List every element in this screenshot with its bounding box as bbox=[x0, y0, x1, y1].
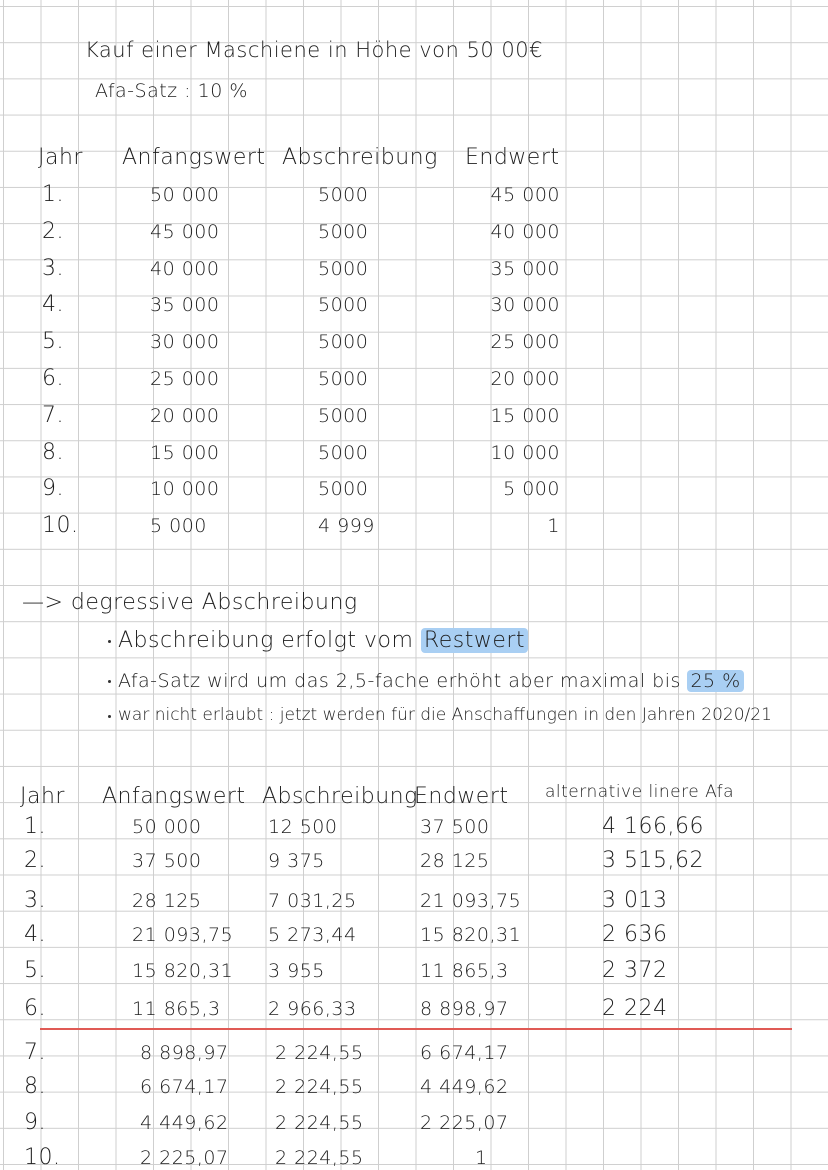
cell-anfangswert: 6 674,17 bbox=[140, 1076, 229, 1098]
cell-endwert: 5 000 bbox=[503, 478, 560, 501]
header-anfangswert: Anfangswert bbox=[122, 145, 266, 170]
cell-anfangswert: 5 000 bbox=[150, 515, 207, 538]
cell-anfangswert: 35 000 bbox=[150, 294, 220, 317]
cell-anfangswert: 25 000 bbox=[150, 368, 220, 390]
cell-jahr: 10. bbox=[42, 513, 79, 539]
cell-abschreibung: 5000 bbox=[318, 331, 369, 354]
cell-anfangswert: 21 093,75 bbox=[132, 924, 234, 946]
cell-alternative-afa: 3 013 bbox=[602, 888, 668, 913]
cell-endwert: 28 125 bbox=[420, 850, 490, 872]
cell-anfangswert: 15 000 bbox=[150, 441, 220, 464]
cell-jahr: 1. bbox=[24, 814, 46, 839]
header-jahr: Jahr bbox=[20, 784, 65, 809]
cell-abschreibung: 5000 bbox=[318, 294, 369, 317]
bullet-dot bbox=[108, 680, 111, 683]
cell-anfangswert: 2 225,07 bbox=[140, 1147, 229, 1169]
header-endwert: Endwert bbox=[414, 784, 509, 809]
cell-anfangswert: 4 449,62 bbox=[140, 1112, 229, 1134]
cell-anfangswert: 20 000 bbox=[150, 404, 220, 427]
cell-endwert: 11 865,3 bbox=[420, 960, 509, 982]
cell-abschreibung: 5000 bbox=[318, 220, 369, 243]
cell-abschreibung: 2 224,55 bbox=[275, 1112, 364, 1134]
cell-abschreibung: 12 500 bbox=[268, 816, 338, 838]
cell-jahr: 9. bbox=[24, 1110, 46, 1135]
cell-alternative-afa: 4 166,66 bbox=[602, 814, 704, 839]
cell-abschreibung: 5000 bbox=[318, 478, 369, 501]
cell-jahr: 7. bbox=[42, 402, 64, 428]
section-heading: —> degressive Abschreibung bbox=[22, 590, 358, 615]
cell-endwert: 2 225,07 bbox=[420, 1112, 509, 1134]
bullet-erlaubt: war nicht erlaubt : jetzt werden für die Anschaffungen in den Jahren 2020/21 bbox=[118, 705, 772, 725]
cell-anfangswert: 8 898,97 bbox=[140, 1042, 229, 1064]
cell-abschreibung: 2 966,33 bbox=[268, 998, 357, 1020]
cell-endwert: 37 500 bbox=[420, 816, 490, 838]
cell-jahr: 3. bbox=[42, 255, 64, 281]
cell-jahr: 4. bbox=[24, 922, 46, 947]
cell-endwert: 10 000 bbox=[490, 441, 560, 464]
bullet-text: Abschreibung erfolgt vom bbox=[118, 628, 414, 653]
cell-abschreibung: 5000 bbox=[318, 441, 369, 464]
cell-endwert: 21 093,75 bbox=[420, 890, 522, 912]
cell-alternative-afa: 2 224 bbox=[602, 996, 668, 1021]
header-abschreibung: Abschreibung bbox=[282, 145, 438, 170]
bullet-dot bbox=[108, 640, 111, 643]
cell-endwert: 4 449,62 bbox=[420, 1076, 509, 1098]
highlight-25-percent: 25 % bbox=[687, 670, 743, 692]
intro-title: Kauf einer Maschiene in Höhe von 50 00€ bbox=[85, 38, 543, 62]
header-abschreibung: Abschreibung bbox=[262, 784, 418, 809]
cell-anfangswert: 50 000 bbox=[132, 816, 202, 838]
cell-anfangswert: 30 000 bbox=[150, 331, 220, 354]
cell-jahr: 10. bbox=[24, 1145, 61, 1170]
bullet-restwert bbox=[118, 628, 528, 653]
cell-jahr: 8. bbox=[24, 1074, 46, 1099]
cell-jahr: 5. bbox=[42, 329, 64, 355]
highlight-restwert: Restwert bbox=[421, 628, 528, 653]
cell-abschreibung: 2 224,55 bbox=[275, 1042, 364, 1064]
cell-anfangswert: 11 865,3 bbox=[132, 998, 221, 1020]
header-endwert: Endwert bbox=[465, 145, 560, 170]
cell-abschreibung: 9 375 bbox=[268, 850, 325, 872]
cell-endwert: 40 000 bbox=[490, 220, 560, 243]
cell-jahr: 5. bbox=[24, 958, 46, 983]
cell-jahr: 8. bbox=[42, 439, 64, 465]
cell-abschreibung: 5000 bbox=[318, 368, 369, 390]
cell-jahr: 6. bbox=[24, 996, 46, 1021]
cell-endwert: 25 000 bbox=[490, 331, 560, 354]
cell-alternative-afa: 2 636 bbox=[602, 922, 668, 947]
cell-anfangswert: 40 000 bbox=[150, 257, 220, 280]
header-anfangswert: Anfangswert bbox=[102, 784, 246, 809]
cell-anfangswert: 28 125 bbox=[132, 890, 202, 912]
cell-jahr: 2. bbox=[24, 848, 46, 873]
cell-abschreibung: 5000 bbox=[318, 184, 369, 206]
cell-abschreibung: 2 224,55 bbox=[275, 1076, 364, 1098]
cell-abschreibung: 5000 bbox=[318, 257, 369, 280]
cell-endwert: 1 bbox=[475, 1147, 488, 1169]
cell-anfangswert: 10 000 bbox=[150, 478, 220, 501]
cell-jahr: 2. bbox=[42, 218, 64, 244]
cell-abschreibung: 5 273,44 bbox=[268, 924, 357, 946]
cell-jahr: 3. bbox=[24, 888, 46, 913]
cell-abschreibung: 5000 bbox=[318, 404, 369, 427]
cell-endwert: 30 000 bbox=[490, 294, 560, 317]
cell-alternative-afa: 3 515,62 bbox=[602, 848, 704, 873]
cell-endwert: 6 674,17 bbox=[420, 1042, 509, 1064]
cell-abschreibung: 2 224,55 bbox=[275, 1147, 364, 1169]
header-jahr: Jahr bbox=[38, 145, 83, 170]
header-alternative-afa: alternative linere Afa bbox=[545, 782, 735, 802]
cell-anfangswert: 15 820,31 bbox=[132, 960, 234, 982]
red-divider-line bbox=[40, 1028, 792, 1030]
bullet-dot bbox=[108, 715, 111, 718]
cell-abschreibung: 3 955 bbox=[268, 960, 325, 982]
cell-endwert: 45 000 bbox=[490, 184, 560, 206]
bullet-text: Afa-Satz wird um das 2,5-fache erhöht aber maximal bis bbox=[118, 670, 681, 692]
cell-abschreibung: 4 999 bbox=[318, 515, 375, 538]
cell-jahr: 7. bbox=[24, 1040, 46, 1065]
cell-endwert: 1 bbox=[547, 515, 560, 538]
intro-rate: Afa-Satz : 10 % bbox=[95, 80, 248, 102]
cell-alternative-afa: 2 372 bbox=[602, 958, 668, 983]
cell-endwert: 20 000 bbox=[490, 368, 560, 390]
cell-anfangswert: 50 000 bbox=[150, 184, 220, 206]
cell-jahr: 4. bbox=[42, 292, 64, 318]
cell-jahr: 1. bbox=[42, 182, 64, 207]
cell-endwert: 15 000 bbox=[490, 404, 560, 427]
cell-endwert: 15 820,31 bbox=[420, 924, 522, 946]
cell-abschreibung: 7 031,25 bbox=[268, 890, 357, 912]
cell-endwert: 8 898,97 bbox=[420, 998, 509, 1020]
cell-anfangswert: 37 500 bbox=[132, 850, 202, 872]
bullet-afa-satz bbox=[118, 670, 744, 692]
cell-endwert: 35 000 bbox=[490, 257, 560, 280]
cell-jahr: 9. bbox=[42, 476, 64, 502]
cell-jahr: 6. bbox=[42, 366, 64, 391]
cell-anfangswert: 45 000 bbox=[150, 220, 220, 243]
